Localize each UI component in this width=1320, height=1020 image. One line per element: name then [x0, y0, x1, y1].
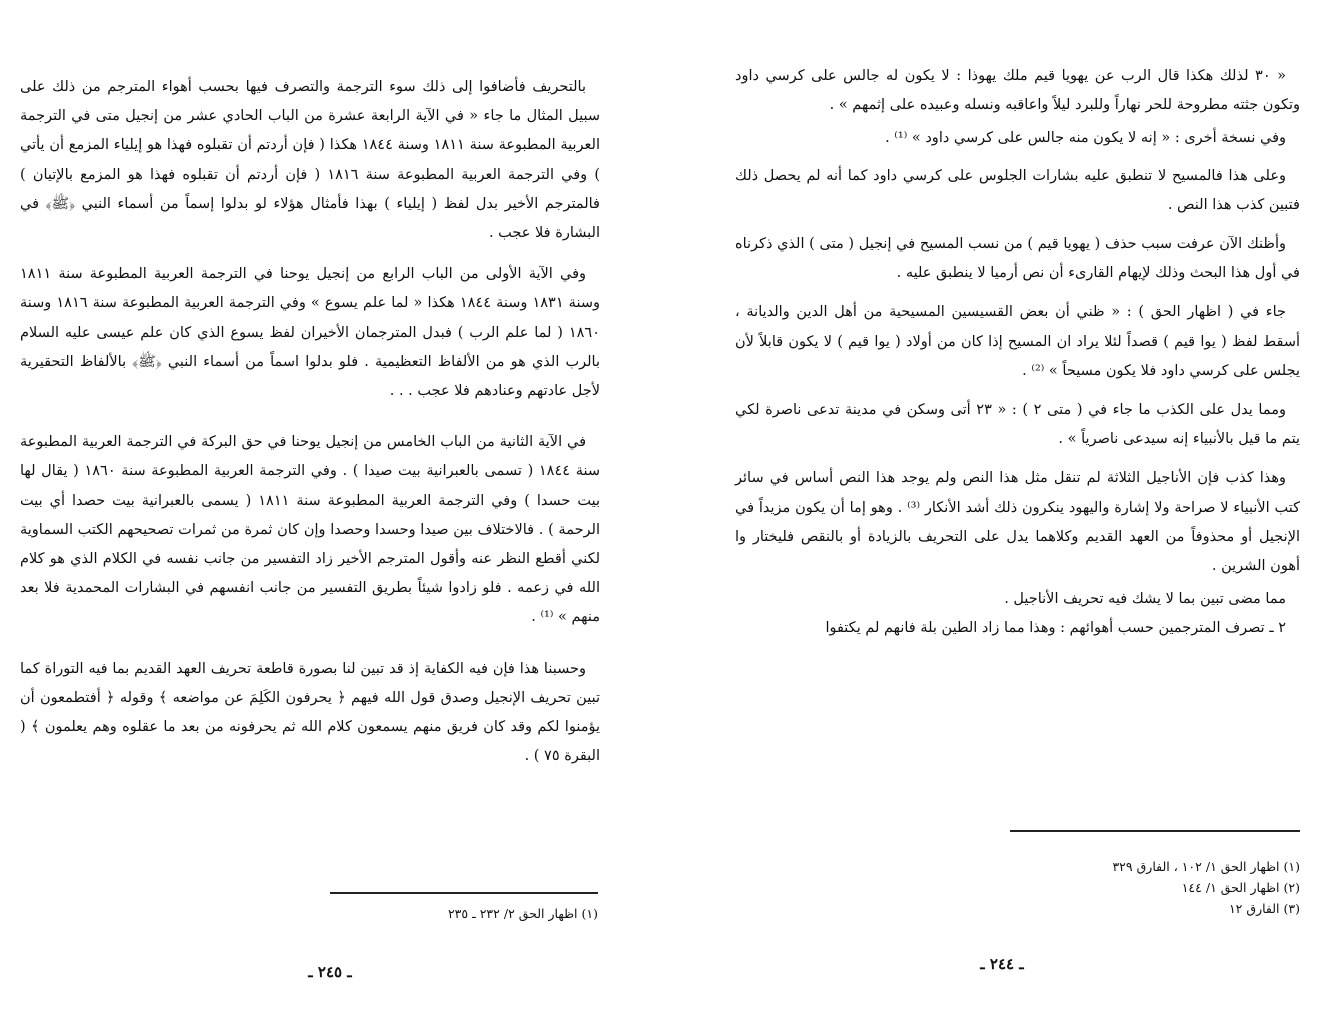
right-page-body [735, 62, 1300, 644]
left-footnote-rule [330, 892, 598, 894]
left-footnote-1: (١) اظهار الحق ٢/ ٢٣٢ ـ ٢٣٥ [447, 906, 598, 921]
right-paragraph-4: وأظنك الآن عرفت سبب حذف ( يهويا قيم ) من نسب المسيح في إنجيل ( متى ) الذي ذكرناه في أول هذا البحث وذلك لإيهام القارىء أن نص أرميا لا ينطبق عليه . [735, 236, 1300, 282]
right-paragraph-3: وعلى هذا فالمسيح لا تنطبق عليه بشارات الجلوس على كرسي داود كما أنه لم يحصل ذلك فتبين كذب هذا النص . [735, 167, 1300, 213]
right-paragraph-9: ٢ ـ تصرف المترجمين حسب أهوائهم : وهذا مما زاد الطين بلة فانهم لم يكتفوا [825, 620, 1286, 637]
right-paragraph-7: وهذا كذب فإن الأناجيل الثلاثة لم تنقل مثل هذا النص ولم يوجد هذا النص أساس في سائر كتب الأنبياء لا صراحة ولا إشارة واليهود ينكرون ذلك أشد الأنكار ⁽³⁾ . وهو إما أن يكون مزيداً في الإنجيل أو محذوفاً من العهد القديم وكلاهما يدل على التحريف بالزيادة أو بالنقص فليختار وا أهون الشرين . [735, 470, 1300, 575]
right-paragraph-5: جاء في ( اظهار الحق ) : « ظني أن بعض القسيسين المسيحية من أهل الدين والديانة ، أسقط لفظ ( يوا قيم ) قصداً لئلا يراد ان المسيح إذا كان من أولاد ( يوا قيم ) لا يكون قابلاً لأن يجلس على كرسي داود فلا يكون مسيحاً » ⁽²⁾ . [735, 304, 1300, 379]
left-paragraph-2: وفي الآية الأولى من الباب الرابع من إنجيل يوحنا في الترجمة العربية المطبوعة سنة ١٨١١ وسنة ١٨٣١ وسنة ١٨٤٤ هكذا « لما علم يسوع » وفي الترجمة العربية المطبوعة سنة ١٨١٦ وسنة ١٨٦٠ ( لما علم الرب ) فبدل المترجمان الأخيران لفظ يسوع الذي كان علم عيسى عليه السلام بالرب الذي هو من الألفاظ التعظيمية . فلو بدلوا اسماً من أسماء النبي ﴿ﷺ﴾ بالألفاظ التحقيرية لأجل عادتهم وعنادهم فلا عجب . . . [20, 266, 600, 400]
right-footnote-1: (١) اظهار الحق ١/ ١٠٢ ، الفارق ٣٢٩ [1112, 859, 1300, 874]
right-footnote-3: (٣) الفارق ١٢ [1228, 901, 1300, 916]
left-footnotes [320, 903, 598, 924]
right-paragraph-6: ومما يدل على الكذب ما جاء في ( متى ٢ ) : « ٢٣ أتى وسكن في مدينة تدعى ناصرة لكي يتم ما قيل بالأنبياء إنه سيدعى ناصرياً » . [735, 402, 1300, 448]
left-paragraph-1: بالتحريف فأضافوا إلى ذلك سوء الترجمة والتصرف فيها بحسب أهواء المترجم من ذلك على سبيل المثال ما جاء « في الآية الرابعة عشرة من الباب الحادي عشر من إنجيل متى في الترجمة العربية المطبوعة سنة ١٨١١ وسنة ١٨٤٤ هكذا ( فإن أردتم أن تقبلوه فهذا هو إيلياء المزمع أن يأتي ) وفي الترجمة العربية المطبوعة سنة ١٨١٦ ( فإن أردتم أن تقبلوه فهذا هو المزمع بالإتيان ) فالمترجم الأخير بدل لفظ ( إيلياء ) بهذا فأمثال هؤلاء لو بدلوا إسماً من أسماء النبي ﴿ﷺ﴾ في البشارة فلا عجب . [20, 79, 600, 242]
left-paragraph-3: في الآية الثانية من الباب الخامس من إنجيل يوحنا في حق البركة في الترجمة العربية المطبوعة سنة ١٨٤٤ ( تسمى بالعبرانية بيت صيدا ) . وفي الترجمة العربية المطبوعة سنة ١٨٦٠ ( يقال لها بيت حسدا ) وفي الترجمة العربية المطبوعة سنة ١٨١١ ( يسمى بالعبرانية بيت حصدا أي بيت الرحمة ) . فالاختلاف بين صيدا وحسدا وحصدا وإن كان ثمرة من ثمرات تصحيحهم الكتب السماوية لكني أقطع النظر عنه وأقول المترجم الأخير زاد التفسير من جانب نفسه في الكلام الذي هو كلام الله في زعمه . فلو زادوا شيئاً بطريق التفسير من جانب انفسهم في البشارات المحمدية فلا بعد منهم » ⁽¹⁾ . [20, 434, 601, 626]
right-page [735, 0, 1300, 1020]
right-paragraph-2: وفي نسخة أخرى : « إنه لا يكون منه جالس على كرسي داود » ⁽¹⁾ . [885, 130, 1286, 147]
right-footnotes [1000, 856, 1300, 919]
right-page-number: ـ ٢٤٤ ـ [980, 955, 1024, 973]
right-paragraph-8: مما مضى تبين بما لا يشك فيه تحريف الأناجيل . [1004, 591, 1286, 608]
left-page [20, 0, 600, 1020]
right-footnote-2: (٢) اظهار الحق ١/ ١٤٤ [1181, 880, 1300, 895]
left-page-number: ـ ٢٤٥ ـ [308, 963, 352, 981]
right-footnote-rule [1010, 830, 1300, 832]
left-page-body [20, 73, 600, 771]
right-paragraph-1: « ٣٠ لذلك هكذا قال الرب عن يهويا قيم ملك يهوذا : لا يكون له جالس على كرسي داود وتكون جثته مطروحة للحر نهاراً وللبرد ليلاً واعاقبه ونسله وعبيده على إثمهم » . [735, 68, 1300, 114]
left-paragraph-4: وحسبنا هذا فإن فيه الكفاية إذ قد تبين لنا بصورة قاطعة تحريف العهد القديم بما فيه التوراة كما تبين تحريف الإنجيل وصدق قول الله فيهم ﴿ يحرفون الكَلِمَ عن مواضعه ﴾ وقوله ﴿ أفتطمعون أن يؤمنوا لكم وقد كان فريق منهم يسمعون كلام الله ثم يحرفونه من بعد ما عقلوه وهم يعلمون ﴾ ( البقرة ٧٥ ) . [20, 660, 600, 765]
